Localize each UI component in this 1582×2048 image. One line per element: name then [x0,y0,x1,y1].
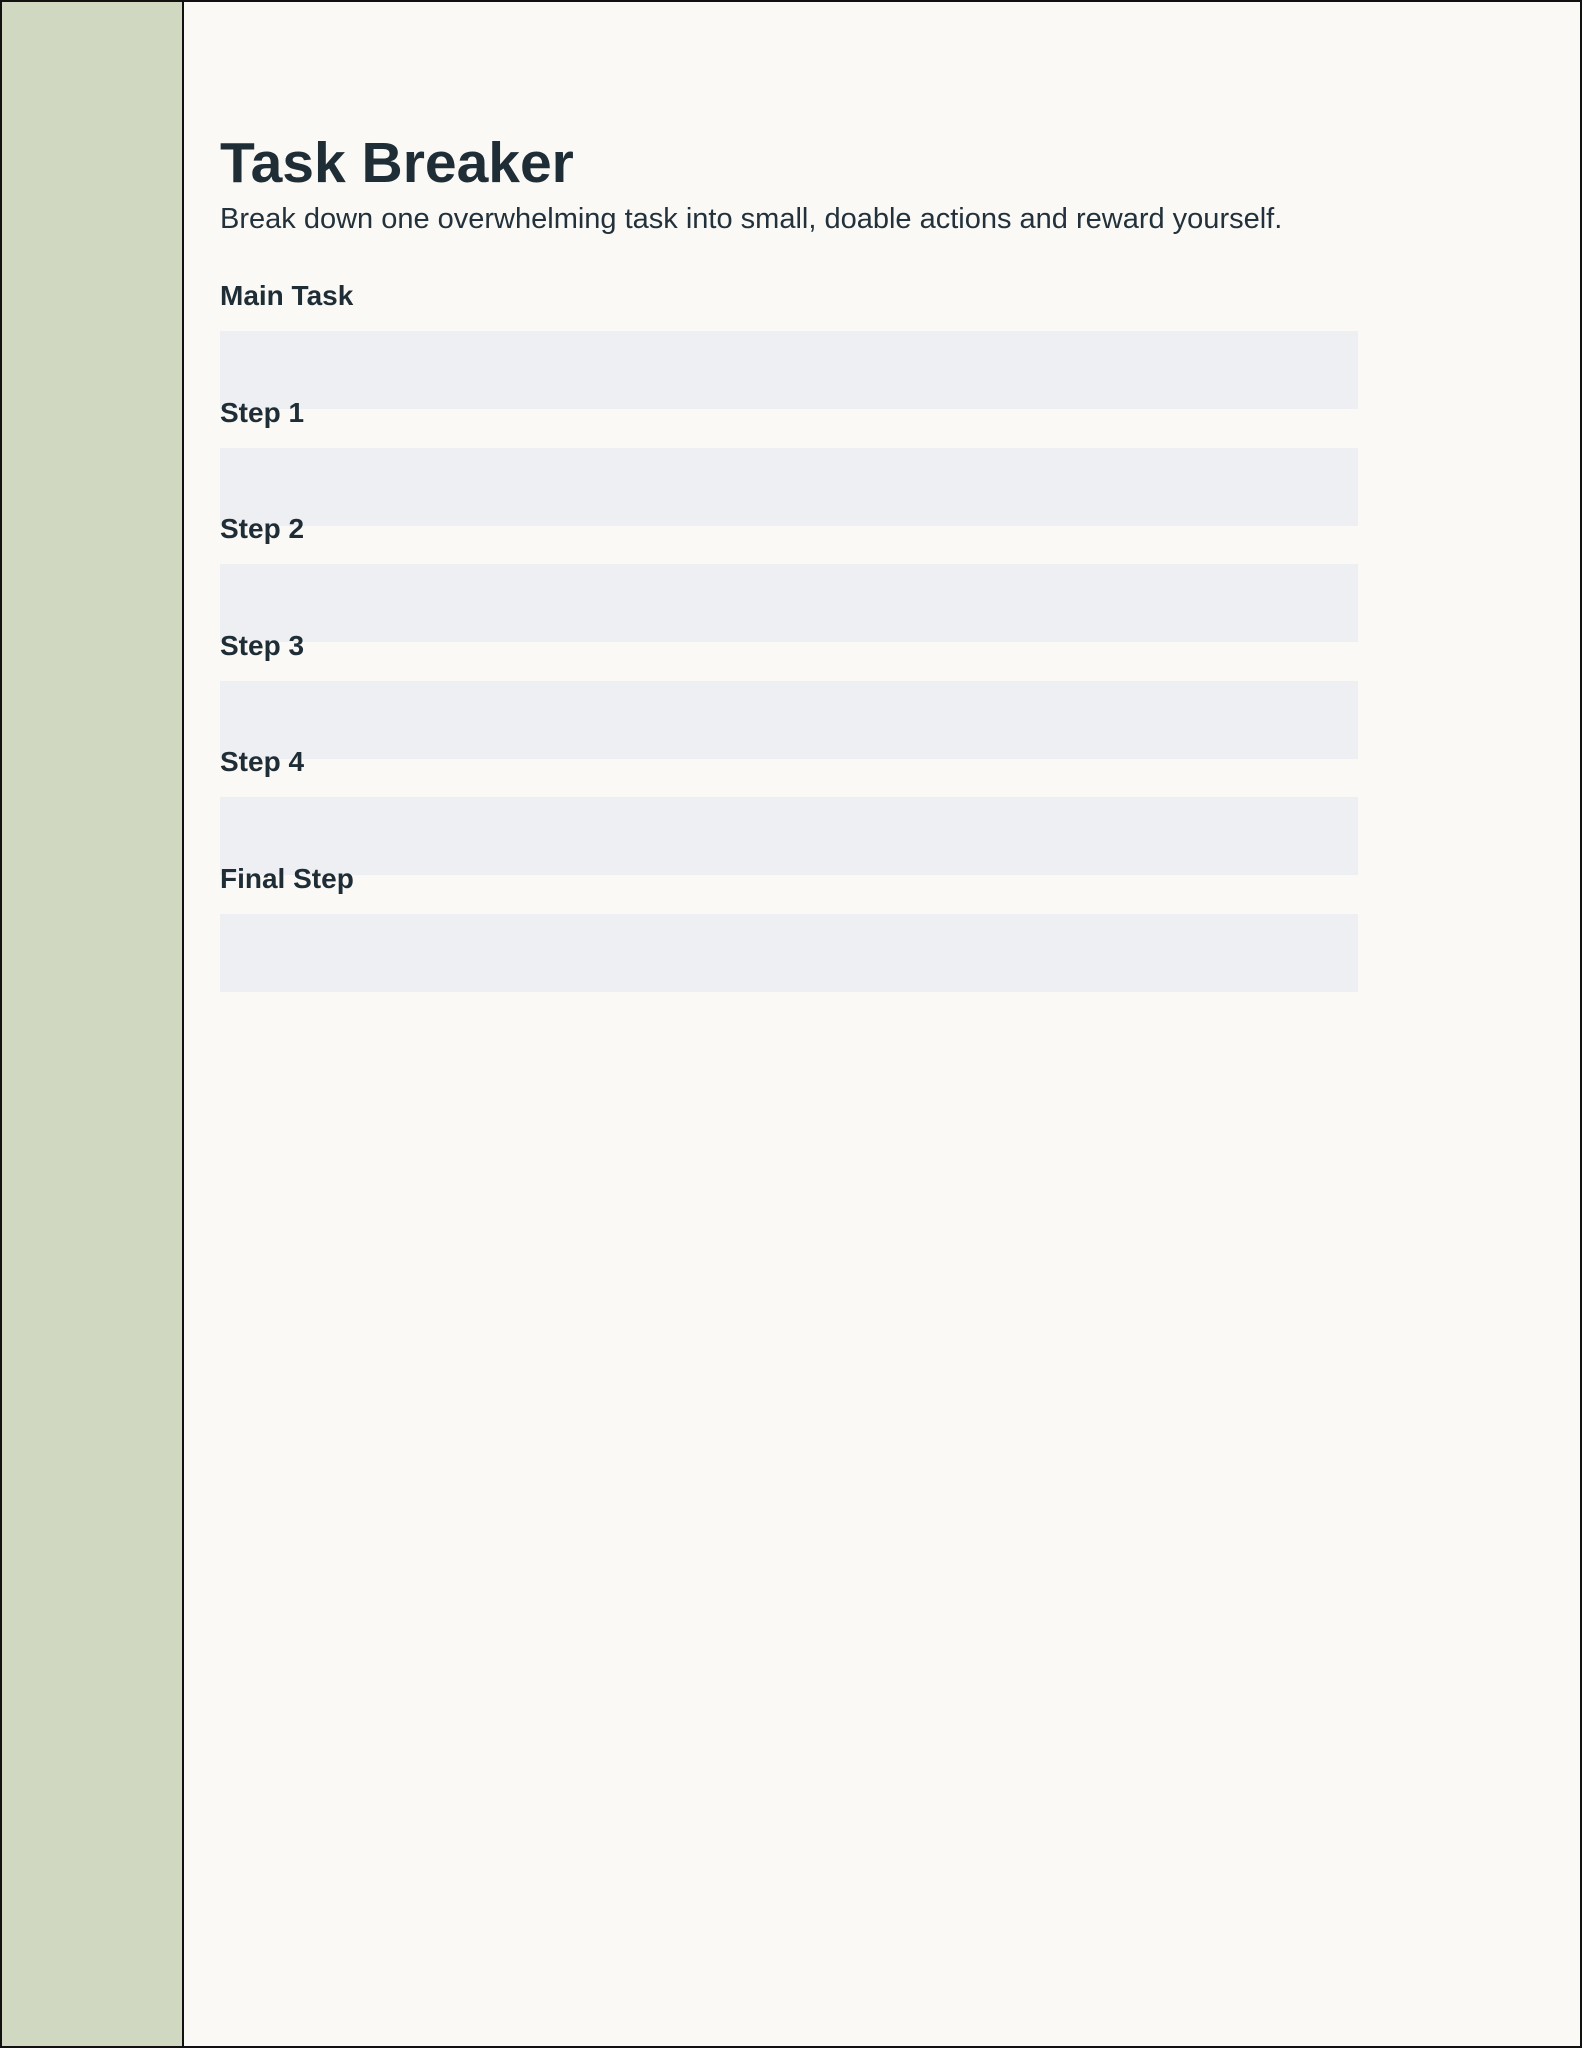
step-4-label: Step 4 [220,746,305,777]
step-3-input[interactable] [220,681,1358,759]
step-2-input[interactable] [220,564,1358,642]
step-2-field [220,513,1360,630]
page-subtitle: Break down one overwhelming task into small, doable actions and reward yourself. [220,203,1283,235]
main-task-field [220,280,1360,397]
step-1-input[interactable] [220,448,1358,526]
step-2-label: Step 2 [220,513,305,544]
final-step-label: Final Step [220,862,354,894]
step-3-label: Step 3 [220,629,305,661]
step-4-field [220,746,1360,863]
page-title: Task Breaker [220,131,574,195]
step-3-field [220,630,1360,747]
final-step-field [220,863,1360,980]
main-content [220,130,1360,979]
step-4-input[interactable] [220,797,1358,875]
main-task-label: Main Task [220,280,354,311]
final-step-input[interactable] [220,914,1358,992]
sidebar [2,2,184,2046]
main-task-input[interactable] [220,331,1358,409]
step-1-field [220,397,1360,514]
task-form [220,280,1360,979]
step-1-label: Step 1 [220,396,305,428]
